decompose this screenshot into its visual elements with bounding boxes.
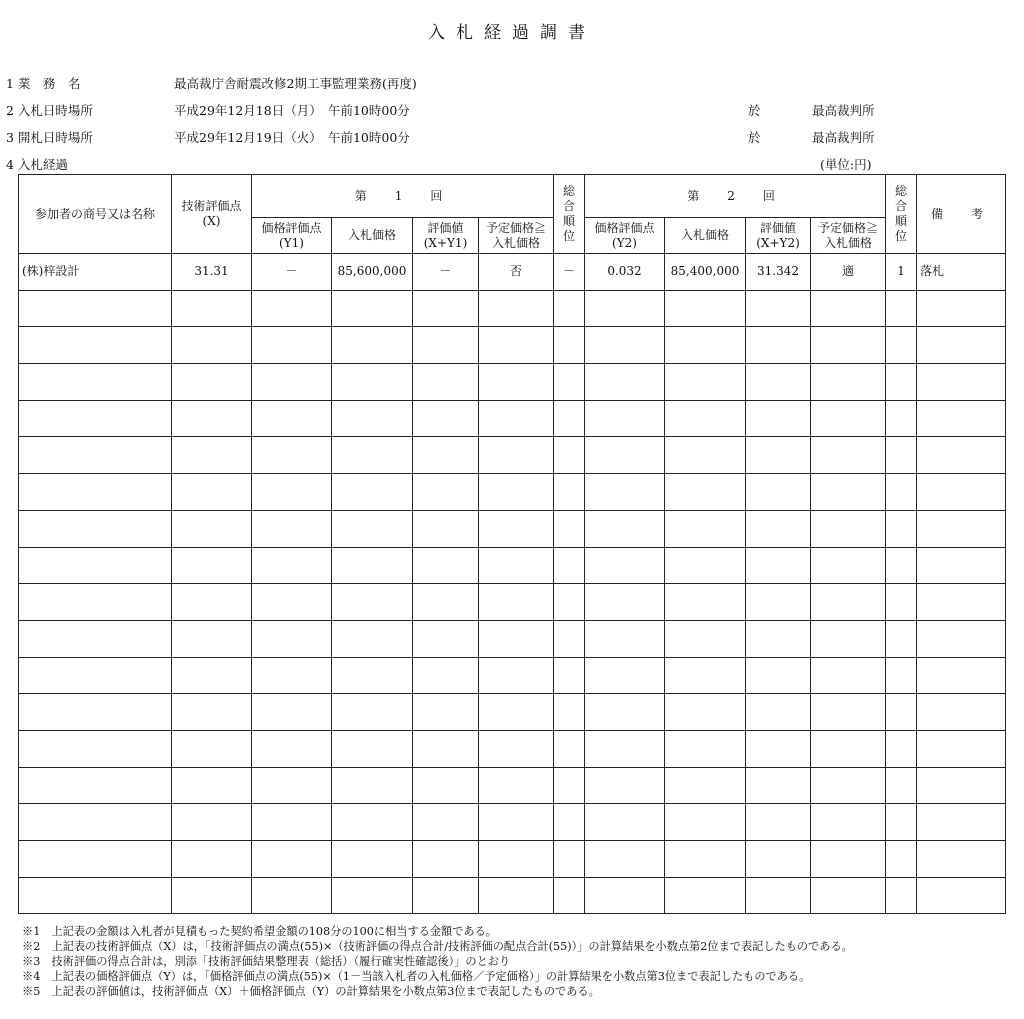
empty-table-row	[19, 474, 1006, 511]
header-score-2: 評価値 (X+Y2)	[746, 218, 811, 254]
cell-rank-1: －	[554, 254, 585, 291]
header-round-1: 第 1 回	[252, 175, 554, 218]
header-price-eval-1: 価格評価点 (Y1)	[252, 218, 332, 254]
footnote-4: ※4 上記表の価格評価点（Y）は，「価格評価点の満点(55)×（1－当該入札者の入札価格／予定価格）」の計算結果を小数点第3位まで表記したものである。	[22, 970, 811, 983]
header-row-1	[19, 175, 1006, 218]
cell-rank-2: 1	[886, 254, 917, 291]
header-bid-price-2: 入札価格	[665, 218, 746, 254]
empty-table-row	[19, 730, 1006, 767]
empty-table-row	[19, 327, 1006, 364]
cell-tech-score: 31.31	[172, 254, 252, 291]
empty-table-row	[19, 841, 1006, 878]
footnote-2: ※2 上記表の技術評価点（X）は，「技術評価点の満点(55)×（技術評価の得点合計/技術評価の配点合計(55)）」の計算結果を小数点第2位まで表記したものである。	[22, 940, 853, 953]
footnote-3: ※3 技術評価の得点合計は，別添「技術評価結果整理表（総括）（履行確実性確認後）」のとおり	[22, 955, 511, 968]
empty-table-row	[19, 620, 1006, 657]
info-place-open: 最高裁判所	[812, 130, 875, 145]
header-bid-price-1: 入札価格	[332, 218, 413, 254]
empty-table-row	[19, 400, 1006, 437]
header-name: 参加者の商号又は名称	[19, 175, 172, 254]
header-check-2: 予定価格≧ 入札価格	[811, 218, 886, 254]
header-score-1: 評価値 (X+Y1)	[413, 218, 479, 254]
info-label-bid-datetime: 2 入札日時場所	[6, 103, 93, 118]
footnote-5: ※5 上記表の評価値は，技術評価点（X）＋価格評価点（Y）の計算結果を小数点第3位まで表記したものである。	[22, 985, 600, 998]
header-rank-1: 総合順位	[554, 175, 585, 254]
footnote-1: ※1 上記表の金額は入札者が見積もった契約希望金額の108分の100に相当する金額である。	[22, 925, 497, 938]
header-tech-score: 技術評価点 (X)	[172, 175, 252, 254]
cell-name: (株)梓設計	[19, 254, 172, 291]
empty-table-row	[19, 510, 1006, 547]
bid-results-table	[18, 174, 1006, 914]
footnotes	[22, 924, 853, 999]
header-round-2: 第 2 回	[585, 175, 886, 218]
table-row	[19, 254, 1006, 291]
info-at-bid: 於	[748, 103, 761, 118]
header-price-eval-2: 価格評価点 (Y2)	[585, 218, 665, 254]
document-title: 入札経過調書	[428, 23, 596, 43]
info-label-business: 1 業 務 名	[6, 76, 81, 91]
cell-bid-price-1: 85,600,000	[332, 254, 413, 291]
empty-table-row	[19, 804, 1006, 841]
header-remarks: 備 考	[917, 175, 1006, 254]
cell-price-eval-1: －	[252, 254, 332, 291]
cell-bid-price-2: 85,400,000	[665, 254, 746, 291]
cell-score-2: 31.342	[746, 254, 811, 291]
info-at-open: 於	[748, 130, 761, 145]
unit-label: (単位:円)	[820, 157, 872, 172]
cell-check-1: 否	[479, 254, 554, 291]
cell-score-1: －	[413, 254, 479, 291]
empty-table-row	[19, 290, 1006, 327]
info-value-open-datetime: 平成29年12月19日（火） 午前10時00分	[174, 130, 410, 145]
info-label-bid-progress: 4 入札経過	[6, 157, 68, 172]
info-label-open-datetime: 3 開札日時場所	[6, 130, 93, 145]
empty-table-row	[19, 657, 1006, 694]
empty-table-row	[19, 877, 1006, 914]
info-place-bid: 最高裁判所	[812, 103, 875, 118]
cell-remarks: 落札	[917, 254, 1006, 291]
header-check-1: 予定価格≧ 入札価格	[479, 218, 554, 254]
empty-table-row	[19, 364, 1006, 401]
empty-table-row	[19, 584, 1006, 621]
cell-price-eval-2: 0.032	[585, 254, 665, 291]
empty-table-row	[19, 694, 1006, 731]
empty-table-row	[19, 547, 1006, 584]
empty-table-row	[19, 767, 1006, 804]
info-value-business: 最高裁庁舎耐震改修2期工事監理業務(再度)	[174, 76, 417, 91]
empty-table-row	[19, 437, 1006, 474]
header-rank-2: 総合順位	[886, 175, 917, 254]
cell-check-2: 適	[811, 254, 886, 291]
info-value-bid-datetime: 平成29年12月18日（月） 午前10時00分	[174, 103, 410, 118]
